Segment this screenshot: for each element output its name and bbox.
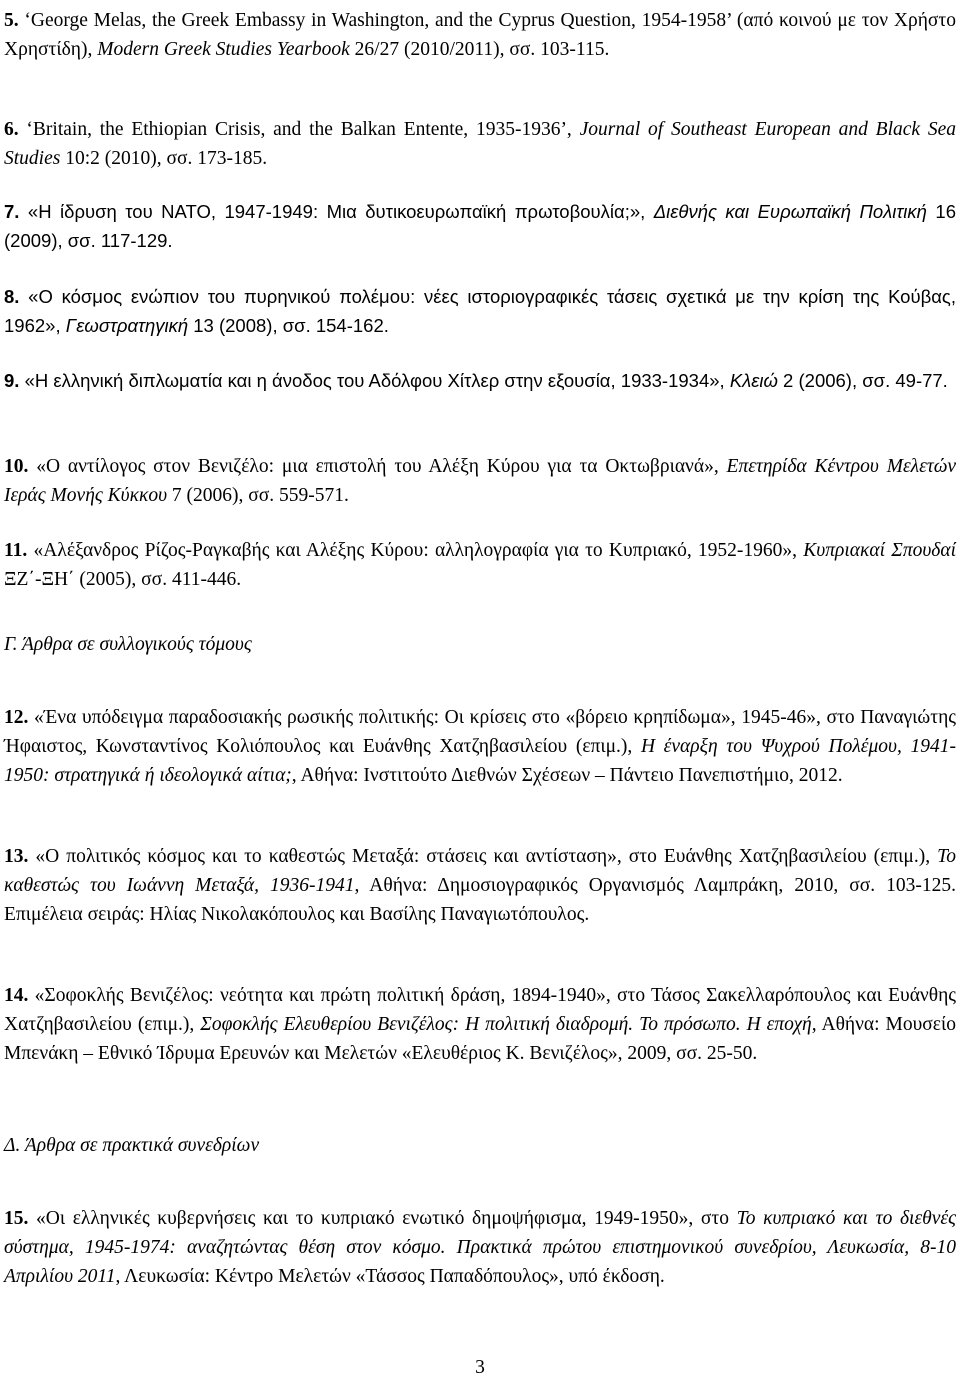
- entry-number: 5.: [4, 9, 19, 31]
- entry-journal: Modern Greek Studies Yearbook: [97, 38, 350, 60]
- entry-book: Η έναρξη του Ψυχρού Πολέμου, 1941-1950: στρατηγικά ή ιδεολογικά αίτια;: [4, 735, 956, 786]
- entry-number: 8.: [4, 285, 20, 307]
- entry-details: , Αθήνα: Ινστιτούτο Διεθνών Σχέσεων – Πάντειο Πανεπιστήμιο, 2012.: [291, 764, 843, 786]
- entry-number: 7.: [4, 200, 20, 222]
- publication-entry-14: [4, 981, 956, 1068]
- section-heading-collective-volumes: Γ. Άρθρα σε συλλογικούς τόμους: [4, 634, 252, 655]
- entry-details: 7 (2006), σσ. 559-571.: [167, 484, 349, 506]
- publication-entry-12: [4, 703, 956, 790]
- publication-entry-15: [4, 1204, 956, 1291]
- entry-number: 12.: [4, 706, 29, 728]
- entry-text: «Ο πολιτικός κόσμος και το καθεστώς Μεταξά: στάσεις και αντίσταση», στο Ευάνθης Χατζηβασιλείου (επιμ.),: [28, 845, 938, 867]
- entry-details: 10:2 (2010), σσ. 173-185.: [60, 147, 268, 169]
- publication-entry-6: [4, 115, 956, 173]
- publication-entry-11: [4, 536, 956, 594]
- entry-text: «Η ελληνική διπλωματία και η άνοδος του Αδόλφου Χίτλερ στην εξουσία, 1933-1934»,: [19, 369, 730, 391]
- entry-number: 6.: [4, 118, 19, 140]
- entry-journal: Διεθνής και Ευρωπαϊκή Πολιτική: [653, 200, 927, 222]
- entry-journal: Κλειώ: [729, 369, 778, 391]
- publication-entry-5: [4, 6, 956, 64]
- entry-number: 13.: [4, 845, 29, 867]
- entry-proceedings: Το κυπριακό και το διεθνές σύστημα, 1945-1974: αναζητώντας θέση στον κόσμο. Πρακτικά πρώτου επιστημονικού συνεδρίου, Λευκωσία, 8-10 Απριλίου 2011: [4, 1207, 956, 1287]
- entry-journal: Γεωστρατηγική: [65, 314, 189, 336]
- entry-details: , Λευκωσία: Κέντρο Μελετών «Τάσσος Παπαδόπουλος», υπό έκδοση.: [115, 1265, 665, 1287]
- entry-text: «Ο αντίλογος στον Βενιζέλο: μια επιστολή του Αλέξη Κύρου για τα Οκτωβριανά»,: [28, 455, 727, 477]
- entry-number: 14.: [4, 984, 29, 1006]
- entry-number: 15.: [4, 1207, 29, 1229]
- entry-details: ΞΖ΄-ΞΗ΄ (2005), σσ. 411-446.: [4, 568, 242, 590]
- entry-text: «Ένα υπόδειγμα παραδοσιακής ρωσικής πολιτικής: Οι κρίσεις στο «βόρειο κρηπίδωμα», 1945-46», στο Παναγιώτης Ήφαιστος, Κωνσταντίνος Κολιόπουλος και Ευάνθης Χατζηβασιλείου (επιμ.),: [4, 706, 956, 757]
- entry-journal: Κυπριακαί Σπουδαί: [803, 539, 957, 561]
- publication-entry-7: [4, 197, 956, 255]
- publication-entry-10: [4, 452, 956, 510]
- entry-text: «Ο κόσμος ενώπιον του πυρηνικού πολέμου: νέες ιστοριογραφικές τάσεις σχετικά με την κρίση της Κούβας, 1962»,: [4, 285, 956, 336]
- entry-details: 13 (2008), σσ. 154-162.: [188, 314, 389, 336]
- publication-entry-8: [4, 282, 956, 340]
- entry-details: , Αθήνα: Δημοσιογραφικός Οργανισμός Λαμπράκη, 2010, σσ. 103-125. Επιμέλεια σειράς: Ηλίας Νικολακόπουλος και Βασίλης Παναγιωτόπουλος.: [4, 874, 956, 925]
- publication-entry-13: [4, 842, 956, 929]
- entry-number: 9.: [4, 369, 20, 391]
- entry-book: Το καθεστώς του Ιωάννη Μεταξά, 1936-1941: [4, 845, 956, 896]
- entry-text: «Αλέξανδρος Ρίζος-Ραγκαβής και Αλέξης Κύρου: αλληλογραφία για το Κυπριακό, 1952-1960»,: [27, 539, 804, 561]
- section-heading-conference-proceedings: Δ. Άρθρα σε πρακτικά συνεδρίων: [4, 1135, 260, 1156]
- entry-text: «Οι ελληνικές κυβερνήσεις και το κυπριακό ενωτικό δημοψήφισμα, 1949-1950», στο: [28, 1207, 737, 1229]
- entry-details: 26/27 (2010/2011), σσ. 103-115.: [349, 38, 610, 60]
- entry-text: «Η ίδρυση του ΝΑΤΟ, 1947-1949: Μια δυτικοευρωπαϊκή πρωτοβουλία;»,: [19, 200, 654, 222]
- entry-details: , Αθήνα: Μουσείο Μπενάκη – Εθνικό Ίδρυμα Ερευνών και Μελετών «Ελευθέριος Κ. Βενιζέλος», 2009, σσ. 25-50.: [4, 1013, 956, 1064]
- entry-journal: Journal of Southeast European and Black Sea Studies: [4, 118, 956, 169]
- entry-number: 10.: [4, 455, 29, 477]
- entry-details: 16 (2009), σσ. 117-129.: [4, 200, 957, 251]
- page-number: 3: [475, 1357, 485, 1378]
- entry-book: Σοφοκλής Ελευθερίου Βενιζέλος: Η πολιτική διαδρομή. Το πρόσωπο. Η εποχή: [200, 1013, 812, 1035]
- entry-text: «Σοφοκλής Βενιζέλος: νεότητα και πρώτη πολιτική δράση, 1894-1940», στο Τάσος Σακελλαρόπουλος και Ευάνθης Χατζηβασιλείου (επιμ.),: [4, 984, 956, 1035]
- publication-entry-9: [4, 366, 956, 395]
- entry-text: ‘George Melas, the Greek Embassy in Washington, and the Cyprus Question, 1954-1958’ (από κοινού με τον Χρήστο Χρηστίδη),: [4, 9, 956, 60]
- entry-number: 11.: [4, 539, 28, 561]
- entry-journal: Επετηρίδα Κέντρου Μελετών Ιεράς Μονής Κύκκου: [4, 455, 957, 506]
- entry-text: ‘Britain, the Ethiopian Crisis, and the Balkan Entente, 1935-1936’,: [18, 118, 580, 140]
- entry-details: 2 (2006), σσ. 49-77.: [777, 369, 948, 391]
